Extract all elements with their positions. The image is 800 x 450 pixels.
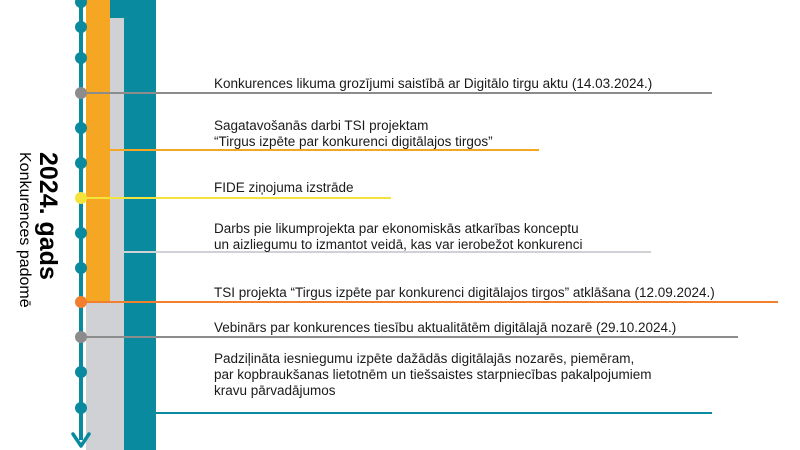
- event-1-line: [81, 92, 712, 94]
- timeline-dot: [75, 21, 87, 33]
- event-6-label: Vebinārs par konkurences tiesību aktualitātēm digitālajā nozarē (29.10.2024.): [214, 320, 677, 335]
- event-7-label: Padziļināta iesniegumu izpēte dažādās digitālajās nozarēs, piemēram, par kopbraukšanas lietotnēm un tiešsaistes starpniecības pakalpojumiem kravu pārvadājumos: [214, 351, 652, 398]
- event-2-label: Sagatavošanās darbi TSI projektam “Tirgus izpēte par konkurenci digitālajos tirgos”: [214, 118, 493, 149]
- event-5-label: TSI projekta “Tirgus izpēte par konkurenci digitālajos tirgos” atklāšana (12.09.2024.): [214, 285, 715, 300]
- event-5-line: [81, 301, 778, 303]
- event-6-marker: [75, 331, 87, 343]
- timeline-dot: [75, 122, 87, 134]
- timeline-dot: [75, 366, 87, 378]
- orange-bar: [86, 0, 110, 302]
- timeline-arrow-icon: [70, 426, 92, 450]
- event-6-line: [81, 336, 738, 338]
- organization-title: Konkurences padomē: [16, 152, 33, 308]
- timeline-dot: [75, 52, 87, 64]
- event-1-label: Konkurences likuma grozījumi saistībā ar Digitālo tirgu aktu (14.03.2024.): [214, 76, 653, 91]
- timeline-title: [14, 152, 62, 308]
- event-3-label: FIDE ziņojuma izstrāde: [214, 180, 354, 195]
- event-5-marker: [75, 296, 87, 308]
- timeline-dot: [75, 157, 87, 169]
- timeline-dot: [75, 227, 87, 239]
- year-title: 2024. gads: [34, 152, 62, 280]
- event-7-line: [156, 412, 712, 414]
- event-4-label: Darbs pie likumprojekta par ekonomiskās atkarības konceptu un aizliegumu to izmantot veidā, kas var ierobežot konkurenci: [214, 221, 583, 252]
- event-3-line: [81, 197, 391, 199]
- white-gap: [110, 18, 124, 450]
- timeline-dot: [75, 262, 87, 274]
- event-3-marker: [75, 192, 87, 204]
- timeline-dot: [75, 402, 87, 414]
- event-1-marker: [75, 87, 87, 99]
